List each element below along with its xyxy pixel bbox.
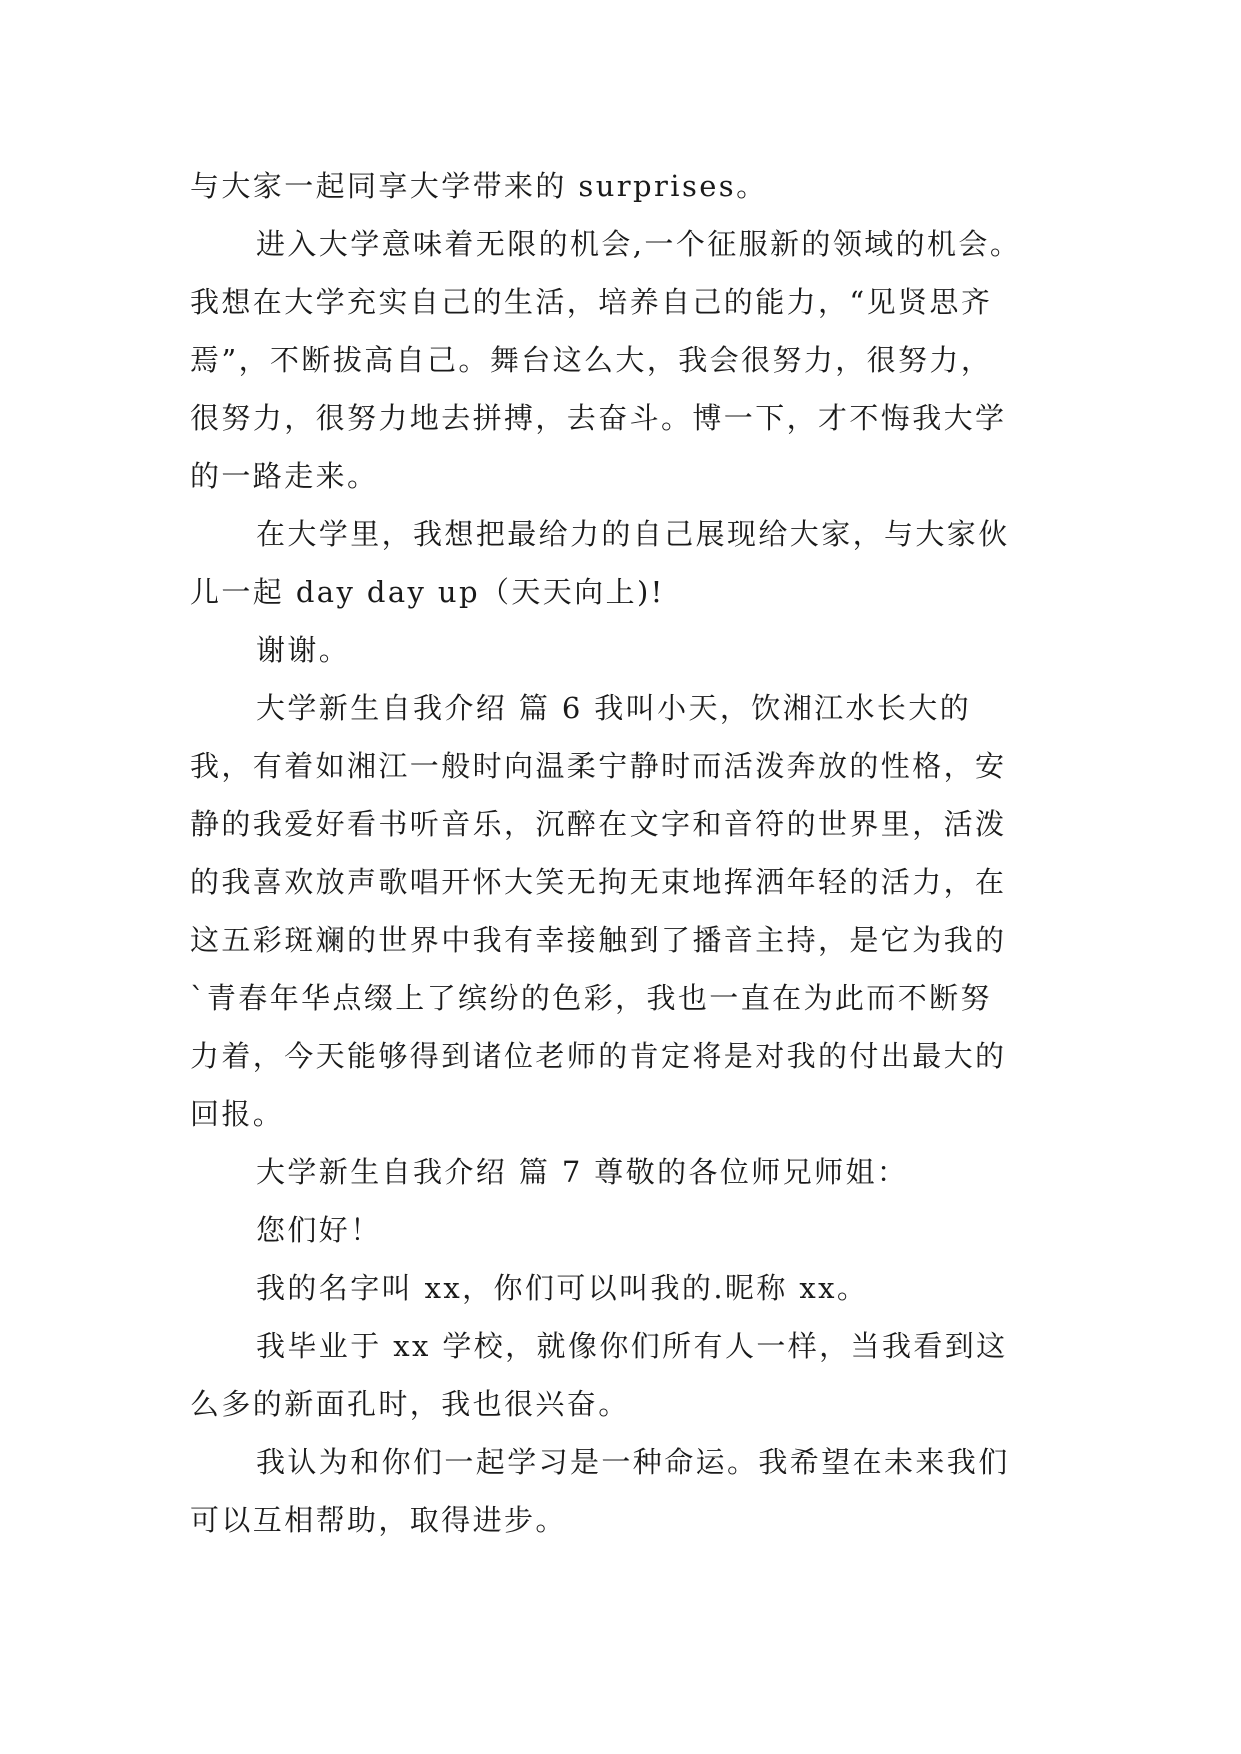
text-line: 回报。 xyxy=(190,1097,285,1131)
paragraph-first-line: 谢谢。 xyxy=(256,633,351,667)
text-line: 这五彩斑斓的世界中我有幸接触到了播音主持，是它为我的 xyxy=(190,923,1007,957)
text-line: 很努力，很努力地去拼搏，去奋斗。博一下，才不悔我大学 xyxy=(190,401,1007,435)
text-line: 静的我爱好看书听音乐，沉醉在文字和音符的世界里，活泼 xyxy=(190,807,1007,841)
paragraph-first-line: 进入大学意味着无限的机会,一个征服新的领域的机会。 xyxy=(256,227,1022,261)
section-heading-7: 大学新生自我介绍 篇 7 尊敬的各位师兄师姐： xyxy=(256,1155,909,1189)
text-line: 我想在大学充实自己的生活，培养自己的能力，“见贤思齐 xyxy=(190,285,993,319)
paragraph-first-line: 我认为和你们一起学习是一种命运。我希望在未来我们 xyxy=(256,1445,1010,1479)
text-line: 可以互相帮助，取得进步。 xyxy=(190,1503,567,1537)
text-line: 么多的新面孔时，我也很兴奋。 xyxy=(190,1387,630,1421)
paragraph-first-line: 我毕业于 xx 学校，就像你们所有人一样，当我看到这 xyxy=(256,1329,1008,1363)
text-line: 力着，今天能够得到诸位老师的肯定将是对我的付出最大的 xyxy=(190,1039,1007,1073)
paragraph-first-line: 在大学里，我想把最给力的自己展现给大家，与大家伙 xyxy=(256,517,1010,551)
section-heading-6: 大学新生自我介绍 篇 6 我叫小天，饮湘江水长大的 xyxy=(256,691,972,725)
text-line: 儿一起 day day up（天天向上)! xyxy=(190,575,665,609)
paragraph-first-line: 您们好！ xyxy=(256,1213,382,1247)
text-line: 的我喜欢放声歌唱开怀大笑无拘无束地挥洒年轻的活力，在 xyxy=(190,865,1007,899)
paragraph-first-line: 我的名字叫 xx，你们可以叫我的.昵称 xx。 xyxy=(256,1271,869,1305)
text-line: `青春年华点缀上了缤纷的色彩，我也一直在为此而不断努 xyxy=(190,981,992,1015)
text-line: 我，有着如湘江一般时向温柔宁静时而活泼奔放的性格，安 xyxy=(190,749,1007,783)
text-line: 焉”，不断拔高自己。舞台这么大，我会很努力，很努力， xyxy=(190,343,993,377)
text-line: 与大家一起同享大学带来的 surprises。 xyxy=(190,169,768,203)
text-line: 的一路走来。 xyxy=(190,459,379,493)
